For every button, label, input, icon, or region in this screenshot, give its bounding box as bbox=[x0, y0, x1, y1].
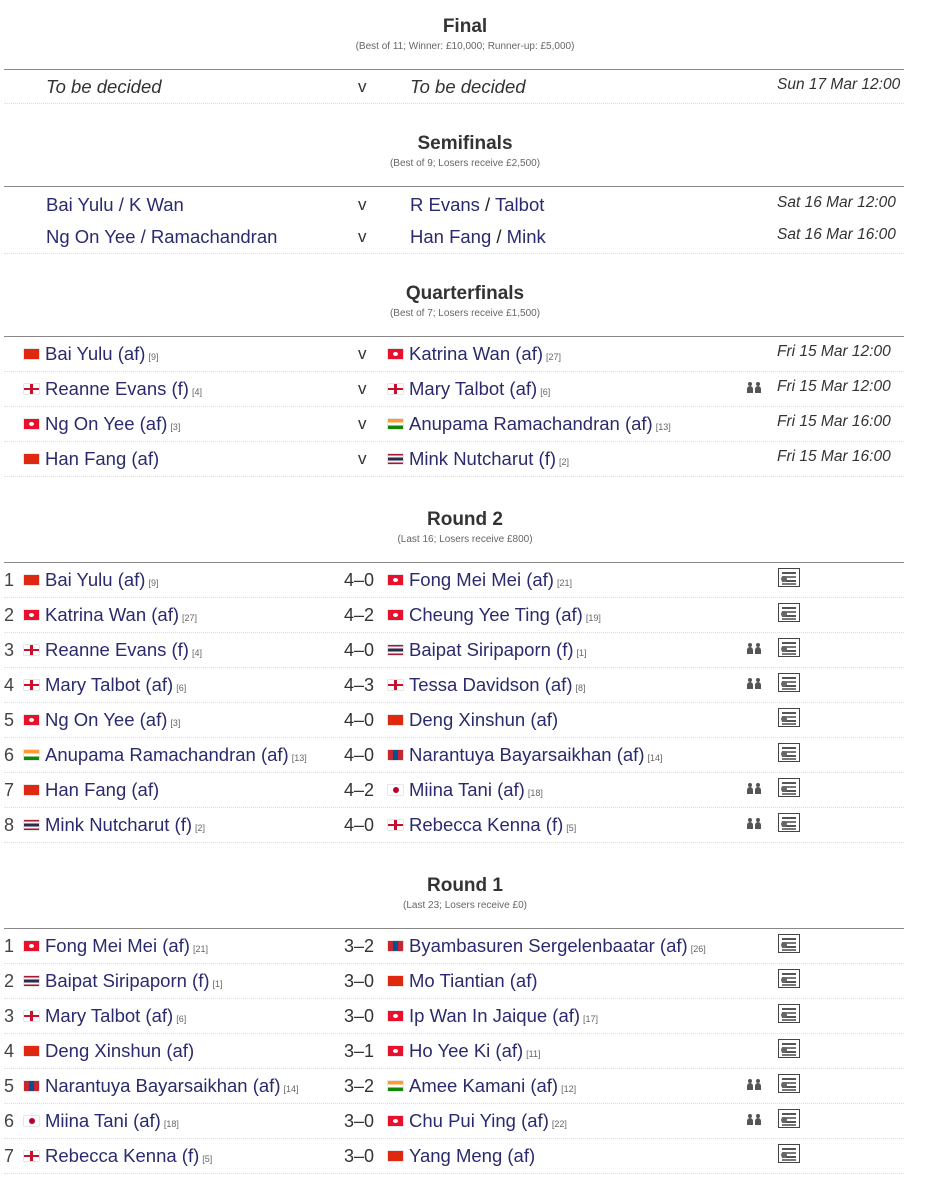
player1: To be decided bbox=[46, 76, 162, 97]
score: 3–0 bbox=[344, 971, 375, 991]
match-report-icon[interactable] bbox=[778, 568, 800, 587]
match-number: 5 bbox=[4, 710, 15, 730]
row-separator bbox=[4, 842, 904, 843]
flag-icon bbox=[24, 1151, 39, 1161]
section-subtitle: (Last 16; Losers receive £800) bbox=[397, 534, 533, 545]
flag-icon bbox=[388, 575, 403, 585]
match-number: 4 bbox=[4, 675, 15, 695]
player-link[interactable]: Mink Nutcharut (f) bbox=[45, 814, 193, 835]
match-row bbox=[0, 999, 930, 1034]
player-cell bbox=[24, 1005, 186, 1027]
versus: v bbox=[358, 77, 367, 96]
player-cell bbox=[388, 1145, 538, 1167]
flag-icon bbox=[24, 1011, 39, 1021]
section-subtitle: (Best of 9; Losers receive £2,500) bbox=[389, 158, 541, 169]
flag-icon bbox=[24, 1081, 39, 1091]
match-report-icon[interactable] bbox=[778, 638, 800, 657]
round1-section bbox=[0, 875, 930, 911]
player-cell bbox=[388, 1005, 598, 1027]
score: 3–2 bbox=[344, 1076, 375, 1096]
match-row bbox=[0, 337, 930, 372]
seed: [3] bbox=[170, 718, 181, 728]
section-title: Final bbox=[442, 16, 488, 37]
match-number: 7 bbox=[4, 1146, 15, 1166]
player-link[interactable]: Baipat Siripaporn (f) bbox=[45, 970, 210, 991]
player-cell bbox=[24, 970, 223, 992]
match-time: Sat 16 Mar 12:00 bbox=[777, 194, 896, 211]
seed: [22] bbox=[551, 1119, 567, 1129]
player-cell bbox=[388, 569, 572, 591]
match-number: 1 bbox=[4, 936, 15, 956]
player-link[interactable]: Cheung Yee Ting (af) bbox=[409, 604, 583, 625]
flag-icon bbox=[388, 941, 403, 951]
round2-section bbox=[0, 509, 930, 545]
versus: v bbox=[358, 227, 367, 246]
row-separator bbox=[4, 476, 904, 477]
flag-icon bbox=[388, 680, 403, 690]
head-to-head-icon[interactable] bbox=[747, 679, 765, 689]
flag-icon bbox=[24, 419, 39, 429]
player-link[interactable]: Baipat Siripaporn (f) bbox=[409, 639, 574, 660]
player-cell bbox=[388, 604, 601, 626]
player-cell bbox=[388, 674, 586, 696]
seed: [8] bbox=[575, 683, 586, 693]
match-report-icon[interactable] bbox=[778, 969, 800, 988]
player-cell bbox=[388, 378, 550, 400]
flag-icon bbox=[388, 820, 403, 830]
player-link[interactable]: Rebecca Kenna (f) bbox=[45, 1145, 200, 1166]
versus: v bbox=[358, 344, 367, 363]
seed: [1] bbox=[576, 648, 587, 658]
match-report-icon[interactable] bbox=[778, 708, 800, 727]
seed: [13] bbox=[655, 422, 671, 432]
match-report-icon[interactable] bbox=[778, 1004, 800, 1023]
flag-icon bbox=[24, 680, 39, 690]
player-link[interactable]: Anupama Ramachandran (af) bbox=[45, 744, 289, 765]
final-section bbox=[0, 16, 930, 52]
seed: [14] bbox=[647, 753, 663, 763]
flag-icon bbox=[388, 384, 403, 394]
player-cell bbox=[388, 413, 671, 435]
player-link[interactable]: Han Fang (af) bbox=[45, 779, 160, 800]
seed: [6] bbox=[176, 683, 187, 693]
versus: v bbox=[358, 379, 367, 398]
seed: [26] bbox=[690, 944, 706, 954]
player-link[interactable]: Deng Xinshun (af) bbox=[409, 709, 559, 730]
player-link[interactable]: Yang Meng (af) bbox=[409, 1145, 536, 1166]
score: 4–0 bbox=[344, 570, 375, 590]
match-time: Sat 16 Mar 16:00 bbox=[777, 226, 896, 243]
player-link[interactable]: Ip Wan In Jaique (af) bbox=[409, 1005, 581, 1026]
seed: [6] bbox=[176, 1014, 187, 1024]
player-link[interactable]: Katrina Wan (af) bbox=[409, 343, 543, 364]
match-row bbox=[0, 703, 930, 738]
player-link[interactable]: Han Fang (af) bbox=[45, 448, 160, 469]
flag-icon bbox=[24, 610, 39, 620]
seed: [9] bbox=[148, 352, 159, 362]
flag-icon bbox=[388, 349, 403, 359]
versus: v bbox=[358, 195, 367, 214]
flag-icon bbox=[388, 454, 403, 464]
player-link[interactable]: Byambasuren Sergelenbaatar (af) bbox=[409, 935, 688, 956]
seed: [18] bbox=[527, 788, 543, 798]
match-row: Bai Yulu / K Wan v R Evans / Talbot Sat 16 Mar 12:00 bbox=[46, 194, 896, 215]
player2b-link[interactable]: Mink bbox=[506, 226, 546, 247]
seed: [19] bbox=[585, 613, 601, 623]
flag-icon bbox=[24, 750, 39, 760]
player-link[interactable]: Mary Talbot (af) bbox=[45, 674, 174, 695]
player2-link[interactable]: R Evans bbox=[410, 194, 480, 215]
match-time: Sun 17 Mar 12:00 bbox=[777, 76, 901, 93]
flag-icon bbox=[388, 715, 403, 725]
player-link[interactable]: Ho Yee Ki (af) bbox=[409, 1040, 524, 1061]
match-number: 1 bbox=[4, 570, 15, 590]
match-time: Fri 15 Mar 12:00 bbox=[777, 343, 891, 360]
head-to-head-icon[interactable] bbox=[747, 819, 765, 829]
head-to-head-icon[interactable] bbox=[747, 644, 765, 654]
flag-icon bbox=[24, 785, 39, 795]
match-number: 7 bbox=[4, 780, 15, 800]
match-number: 8 bbox=[4, 815, 15, 835]
player-link[interactable]: Katrina Wan (af) bbox=[45, 604, 179, 625]
match-number: 3 bbox=[4, 1006, 15, 1026]
player-cell bbox=[24, 935, 208, 957]
player-link[interactable]: Anupama Ramachandran (af) bbox=[409, 413, 653, 434]
player-link[interactable]: Miina Tani (af) bbox=[409, 779, 525, 800]
player-cell bbox=[24, 1110, 179, 1132]
match-report-icon[interactable] bbox=[778, 778, 800, 797]
match-row bbox=[0, 668, 930, 703]
player2: To be decided bbox=[410, 76, 526, 97]
score: 4–0 bbox=[344, 745, 375, 765]
match-number: 2 bbox=[4, 971, 15, 991]
match-row bbox=[0, 598, 930, 633]
seed: [27] bbox=[182, 613, 198, 623]
seed: [2] bbox=[195, 823, 206, 833]
flag-icon bbox=[388, 610, 403, 620]
head-to-head-icon[interactable] bbox=[747, 1115, 765, 1125]
section-title: Round 1 bbox=[427, 875, 503, 896]
player-cell bbox=[388, 709, 561, 731]
player-cell bbox=[388, 639, 587, 661]
player-link[interactable]: Deng Xinshun (af) bbox=[45, 1040, 195, 1061]
flag-icon bbox=[388, 785, 403, 795]
match-row bbox=[0, 442, 930, 477]
player-link[interactable]: Mo Tiantian (af) bbox=[409, 970, 538, 991]
player-link[interactable]: Narantuya Bayarsaikhan (af) bbox=[45, 1075, 281, 1096]
flag-icon bbox=[24, 1116, 39, 1126]
flag-icon bbox=[388, 1151, 403, 1161]
section-title: Semifinals bbox=[417, 133, 513, 154]
flag-icon bbox=[388, 750, 403, 760]
player1-link[interactable]: Bai Yulu / K Wan bbox=[46, 194, 184, 215]
flag-icon bbox=[388, 1011, 403, 1021]
score: 4–2 bbox=[344, 605, 375, 625]
match-report-icon[interactable] bbox=[778, 934, 800, 953]
player-cell bbox=[24, 448, 162, 470]
seed: [21] bbox=[556, 578, 572, 588]
match-row bbox=[0, 929, 930, 964]
player2-link[interactable]: Han Fang bbox=[410, 226, 492, 247]
match-row bbox=[0, 633, 930, 668]
seed: [5] bbox=[202, 1154, 213, 1164]
flag-icon bbox=[24, 349, 39, 359]
seed: [14] bbox=[283, 1084, 299, 1094]
player-cell bbox=[24, 569, 158, 591]
player-link[interactable]: Amee Kamani (af) bbox=[409, 1075, 559, 1096]
player-cell bbox=[24, 604, 197, 626]
player-link[interactable]: Tessa Davidson (af) bbox=[409, 674, 573, 695]
player-link[interactable]: Mary Talbot (af) bbox=[409, 378, 538, 399]
match-time: Fri 15 Mar 16:00 bbox=[777, 413, 891, 430]
match-row bbox=[0, 1104, 930, 1139]
player-cell bbox=[24, 378, 202, 400]
seed: [4] bbox=[191, 387, 202, 397]
seed: [3] bbox=[170, 422, 181, 432]
player-cell bbox=[388, 779, 543, 801]
player-link[interactable]: Ng On Yee (af) bbox=[45, 413, 168, 434]
player-cell bbox=[24, 779, 162, 801]
head-to-head-icon[interactable] bbox=[747, 383, 765, 393]
player-cell bbox=[388, 970, 541, 992]
flag-icon bbox=[24, 820, 39, 830]
match-time: Fri 15 Mar 12:00 bbox=[777, 378, 891, 395]
match-number: 5 bbox=[4, 1076, 15, 1096]
seed: [13] bbox=[291, 753, 307, 763]
player-cell bbox=[388, 1110, 567, 1132]
seed: [6] bbox=[540, 387, 551, 397]
match-row bbox=[0, 70, 930, 104]
flag-icon bbox=[388, 1081, 403, 1091]
match-report-icon[interactable] bbox=[778, 1039, 800, 1058]
section-title: Round 2 bbox=[427, 509, 503, 530]
player2b-link[interactable]: Talbot bbox=[495, 194, 545, 215]
match-report-icon[interactable] bbox=[778, 1109, 800, 1128]
score: 4–0 bbox=[344, 640, 375, 660]
match-row bbox=[0, 808, 930, 843]
flag-icon bbox=[24, 715, 39, 725]
player-link[interactable]: Narantuya Bayarsaikhan (af) bbox=[409, 744, 645, 765]
seed: [27] bbox=[546, 352, 562, 362]
match-report-icon[interactable] bbox=[778, 673, 800, 692]
player-link[interactable]: Bai Yulu (af) bbox=[45, 569, 146, 590]
player-cell bbox=[24, 639, 202, 661]
flag-icon bbox=[388, 1116, 403, 1126]
seed: [11] bbox=[526, 1049, 541, 1059]
player-link[interactable]: Rebecca Kenna (f) bbox=[409, 814, 564, 835]
match-report-icon[interactable] bbox=[778, 1144, 800, 1163]
match-report-icon[interactable] bbox=[778, 813, 800, 832]
flag-icon bbox=[24, 384, 39, 394]
row-separator bbox=[4, 1173, 904, 1174]
flag-icon bbox=[24, 575, 39, 585]
player-cell bbox=[24, 1040, 197, 1062]
seed: [21] bbox=[192, 944, 208, 954]
flag-icon bbox=[388, 976, 403, 986]
score: 3–2 bbox=[344, 936, 375, 956]
match-row bbox=[0, 1069, 930, 1104]
match-time: Fri 15 Mar 16:00 bbox=[777, 448, 891, 465]
match-row bbox=[0, 1034, 930, 1069]
head-to-head-icon[interactable] bbox=[747, 1080, 765, 1090]
seed: [18] bbox=[163, 1119, 179, 1129]
match-report-icon[interactable] bbox=[778, 1074, 800, 1093]
seed: [9] bbox=[148, 578, 159, 588]
flag-icon bbox=[388, 419, 403, 429]
player-cell bbox=[24, 709, 180, 731]
player-cell bbox=[24, 814, 205, 836]
flag-icon bbox=[388, 645, 403, 655]
score: 4–3 bbox=[344, 675, 375, 695]
match-report-icon[interactable] bbox=[778, 603, 800, 622]
head-to-head-icon[interactable] bbox=[747, 784, 765, 794]
seed: [2] bbox=[559, 457, 570, 467]
match-number: 6 bbox=[4, 745, 15, 765]
quarterfinals-section bbox=[0, 283, 930, 319]
section-subtitle: (Best of 7; Losers receive £1,500) bbox=[389, 308, 541, 319]
match-row bbox=[0, 964, 930, 999]
player-link[interactable]: Ng On Yee (af) bbox=[45, 709, 168, 730]
versus: v bbox=[358, 449, 367, 468]
player-cell bbox=[24, 1075, 299, 1097]
match-number: 6 bbox=[4, 1111, 15, 1131]
player-link[interactable]: Miina Tani (af) bbox=[45, 1110, 161, 1131]
player-link[interactable]: Bai Yulu (af) bbox=[45, 343, 146, 364]
player-cell bbox=[24, 1145, 212, 1167]
flag-icon bbox=[24, 454, 39, 464]
player-cell bbox=[388, 343, 561, 365]
score: 3–1 bbox=[344, 1041, 375, 1061]
section-subtitle: (Best of 11; Winner: £10,000; Runner-up: £5,000) bbox=[355, 41, 575, 52]
versus: v bbox=[358, 414, 367, 433]
match-row bbox=[0, 407, 930, 442]
player-link[interactable]: Chu Pui Ying (af) bbox=[409, 1110, 549, 1131]
match-row bbox=[0, 563, 930, 598]
player-cell bbox=[388, 935, 706, 957]
player-cell bbox=[24, 674, 186, 696]
player-cell bbox=[388, 814, 576, 836]
score: 4–0 bbox=[344, 815, 375, 835]
player-cell bbox=[388, 744, 663, 766]
flag-icon bbox=[24, 976, 39, 986]
section-title: Quarterfinals bbox=[405, 283, 525, 304]
semifinals-section bbox=[0, 133, 930, 169]
player-link[interactable]: Mink Nutcharut (f) bbox=[409, 448, 557, 469]
match-row: Ng On Yee / Ramachandran v Han Fang / Mink Sat 16 Mar 16:00 bbox=[0, 220, 930, 254]
seed: [17] bbox=[583, 1014, 599, 1024]
match-number: 3 bbox=[4, 640, 15, 660]
match-number: 4 bbox=[4, 1041, 15, 1061]
match-row bbox=[0, 372, 930, 407]
player-link[interactable]: Reanne Evans (f) bbox=[45, 378, 189, 399]
match-row bbox=[0, 1139, 930, 1174]
player-link[interactable]: Fong Mei Mei (af) bbox=[409, 569, 554, 590]
player-link[interactable]: Reanne Evans (f) bbox=[45, 639, 189, 660]
flag-icon bbox=[24, 645, 39, 655]
seed: [4] bbox=[191, 648, 202, 658]
player-cell bbox=[24, 343, 158, 365]
score: 3–0 bbox=[344, 1111, 375, 1131]
player-cell bbox=[388, 1075, 576, 1097]
flag-icon bbox=[388, 1046, 403, 1056]
player-cell bbox=[388, 1040, 541, 1062]
section-divider bbox=[4, 186, 904, 187]
player1-link[interactable]: Ng On Yee / Ramachandran bbox=[46, 226, 278, 247]
seed: [5] bbox=[566, 823, 577, 833]
score: 4–2 bbox=[344, 780, 375, 800]
match-report-icon[interactable] bbox=[778, 743, 800, 762]
seed: [12] bbox=[561, 1084, 577, 1094]
flag-icon bbox=[24, 1046, 39, 1056]
score: 3–0 bbox=[344, 1146, 375, 1166]
score: 3–0 bbox=[344, 1006, 375, 1026]
match-row bbox=[0, 773, 930, 808]
section-subtitle: (Last 23; Losers receive £0) bbox=[403, 900, 527, 911]
player-link[interactable]: Fong Mei Mei (af) bbox=[45, 935, 190, 956]
player-cell bbox=[388, 448, 569, 470]
match-row bbox=[0, 738, 930, 773]
score: 4–0 bbox=[344, 710, 375, 730]
player-cell bbox=[24, 744, 307, 766]
player-cell bbox=[24, 413, 180, 435]
flag-icon bbox=[24, 941, 39, 951]
player-link[interactable]: Mary Talbot (af) bbox=[45, 1005, 174, 1026]
match-number: 2 bbox=[4, 605, 15, 625]
seed: [1] bbox=[212, 979, 223, 989]
